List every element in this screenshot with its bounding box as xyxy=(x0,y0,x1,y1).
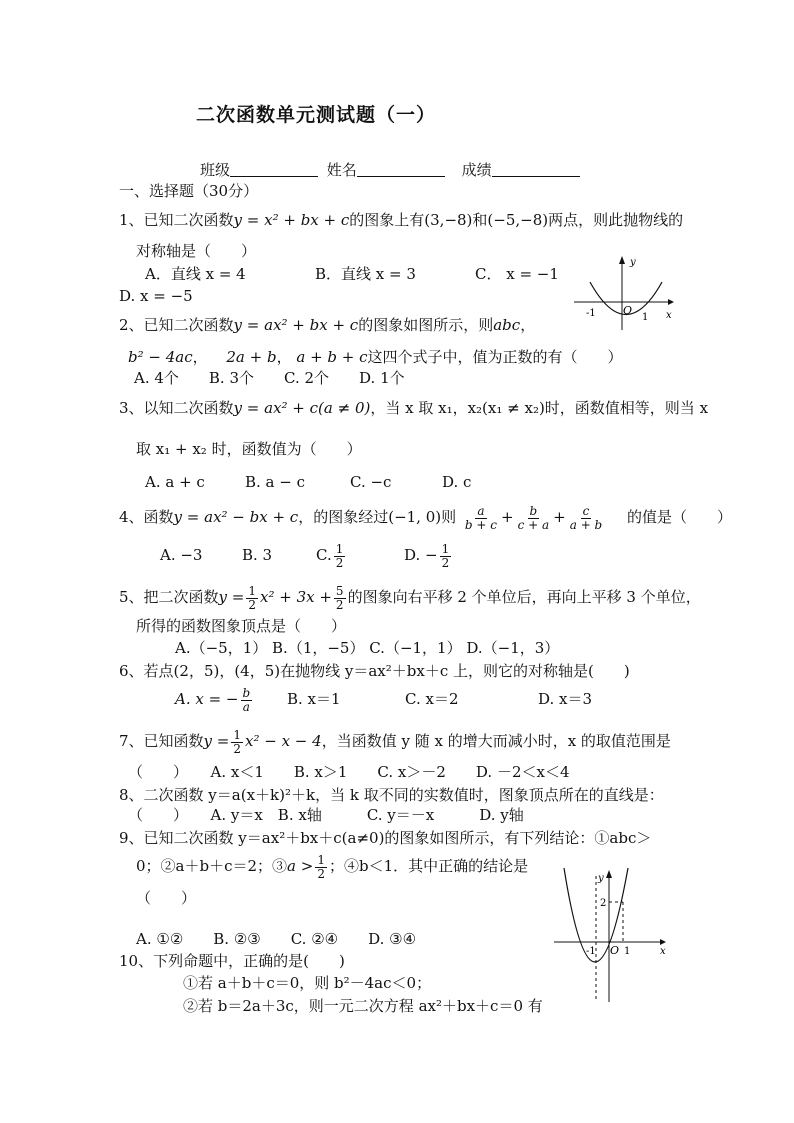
graph2-origin: O xyxy=(610,944,620,957)
question-2-line2: b² − 4ac， 2a + b， a + b + c这四个式子中，值为正数的有（ ） xyxy=(128,348,623,366)
q3-option-b[interactable]: B. a − c xyxy=(245,473,306,491)
graph2-y-label: y xyxy=(598,873,604,884)
graph1-origin: O xyxy=(623,304,633,317)
q2-options[interactable]: A. 4个 B. 3个 C. 2个 D. 1个 xyxy=(134,369,405,387)
q4-option-c[interactable]: C. $\frac{1}{2}$ xyxy=(316,541,344,570)
question-7: 7、已知函数y = $\frac{1}{2}$ x² − x − 4，当函数值 y 随 x 的增大而减小时，x 的取值范围是 xyxy=(119,727,671,756)
question-3-line2: 取 x₁ + x₂ 时，函数值为（ ） xyxy=(136,440,362,458)
graph1-pos1: 1 xyxy=(642,312,649,323)
q6-option-c[interactable]: C. x＝2 xyxy=(405,690,459,708)
name-blank[interactable] xyxy=(357,162,445,177)
page-title: 二次函数单元测试题（一） xyxy=(196,104,437,126)
question-9-line3: （ ） xyxy=(136,889,197,907)
question-1: 1、已知二次函数y = x² + bx + c的图象上有(3,−8)和(−5,−8)两点，则此抛物线的 xyxy=(119,211,684,229)
question-5: 5、把二次函数y = $\frac{1}{2}$ x² + 3x + $\frac{5}{2}$ 的图象向右平移 2 个单位后，再向上平移 3 个单位， xyxy=(119,583,701,612)
q6-option-b[interactable]: B. x＝1 xyxy=(287,690,341,708)
q4-option-a[interactable]: A. −3 xyxy=(160,546,203,564)
question-9: 9、已知二次函数 y＝ax²＋bx＋c(a≠0)的图象如图所示，有下列结论：①abc＞ xyxy=(119,829,652,847)
graph1-x-label: x xyxy=(666,310,672,321)
question-9-line2: 0；②a＋b＋c＝2；③a > $\frac{1}{2}$ ；④b＜1．其中正确的结论是 xyxy=(136,852,529,881)
graph2-y2: 2 xyxy=(600,898,607,909)
question-10: 10、下列命题中，正确的是( ) xyxy=(119,952,345,970)
score-label: 成绩 xyxy=(461,161,492,179)
question-10-item2: ②若 b＝2a＋3c，则一元二次方程 ax²＋bx＋c＝0 有 xyxy=(183,997,543,1015)
score-blank[interactable] xyxy=(492,162,580,177)
question-8-line2: （ ） A. y＝x B. x轴 C. y＝－x D. y轴 xyxy=(128,806,524,824)
q4-option-d[interactable]: D. − $\frac{1}{2}$ xyxy=(404,541,450,570)
class-blank[interactable] xyxy=(230,162,318,177)
q3-option-c[interactable]: C. −c xyxy=(350,473,392,491)
graph1-y-label: y xyxy=(630,257,636,268)
question-7-line2: （ ） A. x＜1 B. x＞1 C. x＞－2 D. －2＜x＜4 xyxy=(128,763,570,781)
q3-option-d[interactable]: D. c xyxy=(442,473,472,491)
q1-option-a[interactable]: A．直线 x = 4 xyxy=(145,265,246,283)
question-5-line2: 所得的函数图象顶点是（ ） xyxy=(136,617,347,635)
info-line xyxy=(200,160,580,180)
graph2-neg1: -1 xyxy=(586,946,596,957)
graph2-pos1: 1 xyxy=(624,946,631,957)
q5-options[interactable]: A.（−5，1） B.（1，−5） C.（−1，1） D.（−1，3） xyxy=(175,639,560,657)
q6-option-d[interactable]: D. x＝3 xyxy=(538,690,593,708)
graph1-neg1: -1 xyxy=(586,308,596,319)
q4-option-b[interactable]: B. 3 xyxy=(242,546,273,564)
parabola-graph-2 xyxy=(552,866,672,1006)
class-label: 班级 xyxy=(200,161,231,179)
question-6: 6、若点(2，5)，(4，5)在抛物线 y＝ax²＋bx＋c 上，则它的对称轴是( ) xyxy=(119,662,630,680)
q1-option-b[interactable]: B．直线 x = 3 xyxy=(315,265,416,283)
question-4: 4、函数y = ax² − bx + c，的图象经过(−1, 0)则 $\frac{a}{b + c}$ + $\frac{b}{c + a}$ + $\frac{c}{a + b}$ 的值是（ ） xyxy=(119,503,733,532)
q3-option-a[interactable]: A. a + c xyxy=(145,473,205,491)
question-3: 3、以知二次函数y = ax² + c(a ≠ 0)，当 x 取 x₁，x₂(x₁ ≠ x₂)时，函数值相等，则当 x xyxy=(119,399,709,417)
section-heading: 一、选择题（30分） xyxy=(119,182,259,200)
question-1-line2: 对称轴是（ ） xyxy=(136,242,257,260)
q1-option-d[interactable]: D. x = −5 xyxy=(119,287,193,305)
question-10-item1: ①若 a＋b＋c＝0，则 b²－4ac＜0； xyxy=(183,974,432,992)
question-8: 8、二次函数 y＝a(x＋k)²＋k，当 k 取不同的实数值时，图象顶点所在的直线是： xyxy=(119,786,664,804)
q9-options[interactable]: A. ①② B. ②③ C. ②④ D. ③④ xyxy=(136,930,417,948)
parabola-graph-1 xyxy=(570,252,680,332)
graph2-x-label: x xyxy=(660,946,666,957)
question-2: 2、已知二次函数y = ax² + bx + c的图象如图所示，则abc， xyxy=(119,316,536,334)
name-label: 姓名 xyxy=(326,161,357,179)
q6-option-a[interactable]: A. x = − $\frac{b}{a}$ xyxy=(175,685,251,714)
q1-option-c[interactable]: C． x = −1 xyxy=(475,265,559,283)
